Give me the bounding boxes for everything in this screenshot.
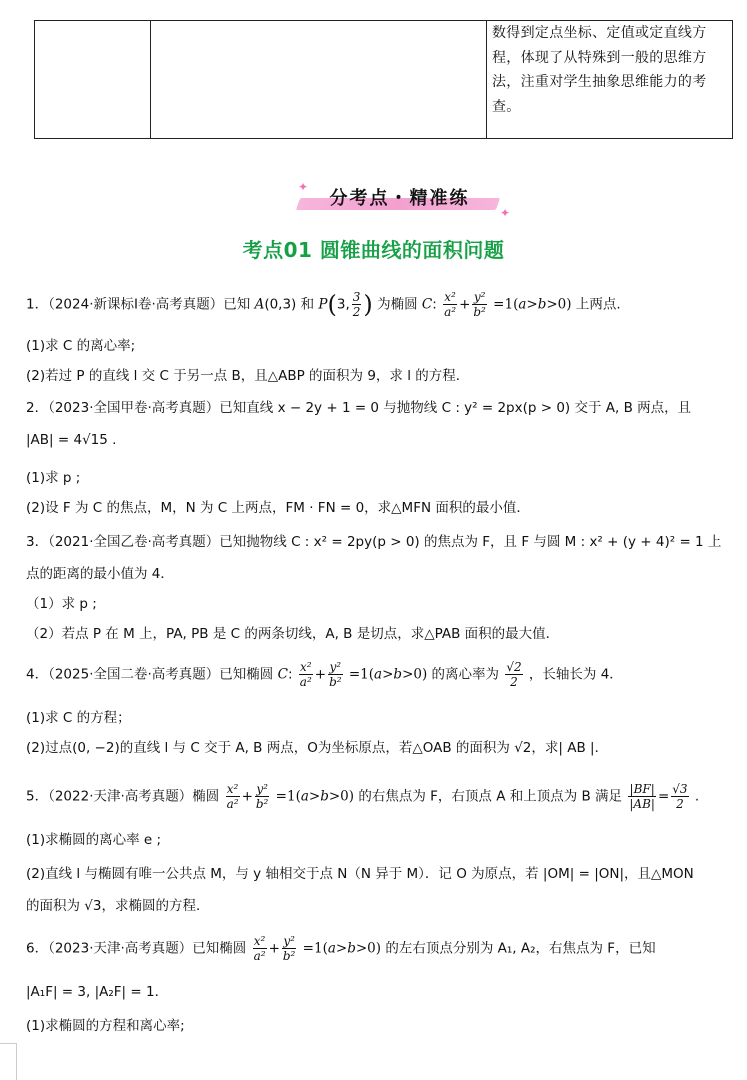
section-title: 考点01 圆锥曲线的面积问题 [242, 238, 505, 262]
problem-3-q1: （1）求 p ; [26, 596, 97, 612]
page-corner [0, 1043, 17, 1080]
problem-2-stem: 2．（2023·全国甲卷·高考真题）已知直线 x − 2y + 1 = 0 与抛物线 C : y² = 2px(p > 0) 交于 A, B 两点，且 [26, 400, 692, 416]
problem-6-stem-cont: |A₁F| = 3, |A₂F| = 1． [26, 984, 169, 1000]
problem-1-stem: 1．（2024·新课标Ⅰ卷·高考真题）已知 A(0,3) 和 P(3, $\frac{3}{2}$ ) 为椭圆 C: $\frac{\text{x²}}{\text{a²}}$ + $\frac{\text{y²}}{\text{b²}}$ =1(a>b>0) 上两点. [26, 290, 621, 319]
table-cell-text: 数得到定点坐标、定值或定直线方程，体现了从特殊到一般的思维方法，注重对学生抽象思维能力的考查。 [492, 25, 707, 115]
problem-3-stem-cont: 点的距离的最小值为 4． [26, 566, 174, 582]
problem-5-q2-cont: 的面积为 √3，求椭圆的方程． [26, 898, 210, 914]
problem-5-q2: (2)直线 l 与椭圆有唯一公共点 M，与 y 轴相交于点 N（N 异于 M）．记 O 为原点，若 |OM| = |ON|，且△MON [26, 866, 694, 882]
problem-3-q2: （2）若点 P 在 M 上，PA, PB 是 C 的两条切线，A, B 是切点，求△PAB 面积的最大值． [26, 626, 560, 642]
sparkle-icon: ✦ [298, 180, 309, 194]
table-divider [486, 21, 487, 138]
problem-2-q1: (1)求 p ; [26, 470, 81, 486]
problem-5-q1: (1)求椭圆的离心率 e ; [26, 832, 162, 848]
problem-2-stem-cont: |AB| = 4√15 . [26, 432, 117, 448]
problem-6-stem: 6．（2023·天津·高考真题）已知椭圆 $\frac{\text{x²}}{\text{a²}}$ + $\frac{\text{y²}}{\text{b²}}$ =1(a>b>0) 的左右顶点分别为 A₁, A₂，右焦点为 F，已知 [26, 934, 656, 963]
banner-label: 分考点・精准练 [329, 188, 470, 209]
section-banner [292, 180, 507, 218]
problem-2-q2: (2)设 F 为 C 的焦点，M，N 为 C 上两点，FM · FN = 0，求△MFN 面积的最小值． [26, 500, 530, 516]
problem-1-q1: (1)求 C 的离心率; [26, 338, 136, 354]
problem-3-stem: 3．（2021·全国乙卷·高考真题）已知抛物线 C : x² = 2py(p > 0) 的焦点为 F，且 F 与圆 M : x² + (y + 4)² = 1 上 [26, 534, 722, 550]
problem-4-stem: 4．（2025·全国二卷·高考真题）已知椭圆 C: $\frac{\text{x²}}{\text{a²}}$ + $\frac{\text{y²}}{\text{b²}}$ =1(a>b>0) 的离心率为 $\frac{√2}{2}$ ，长轴长为 4． [26, 660, 623, 689]
problem-1-q2: (2)若过 P 的直线 l 交 C 于另一点 B，且△ABP 的面积为 9，求 l 的方程． [26, 368, 470, 384]
sparkle-icon: ✦ [500, 206, 511, 220]
problem-4-q2: (2)过点(0, −2)的直线 l 与 C 交于 A, B 两点，O为坐标原点，若△OAB 的面积为 √2，求| AB |． [26, 740, 609, 756]
problem-6-q1: (1)求椭圆的方程和离心率; [26, 1018, 185, 1034]
problem-5-stem: 5．（2022·天津·高考真题）椭圆 $\frac{\text{x²}}{\text{a²}}$ + $\frac{\text{y²}}{\text{b²}}$ =1(a>b>0) 的右焦点为 F，右顶点 A 和上顶点为 B 满足 $\frac{|BF|}{|AB|}$ = $\frac{√3}{2}$ . [26, 782, 700, 811]
table-divider [150, 21, 151, 138]
problem-4-q1: (1)求 C 的方程； [26, 710, 131, 726]
